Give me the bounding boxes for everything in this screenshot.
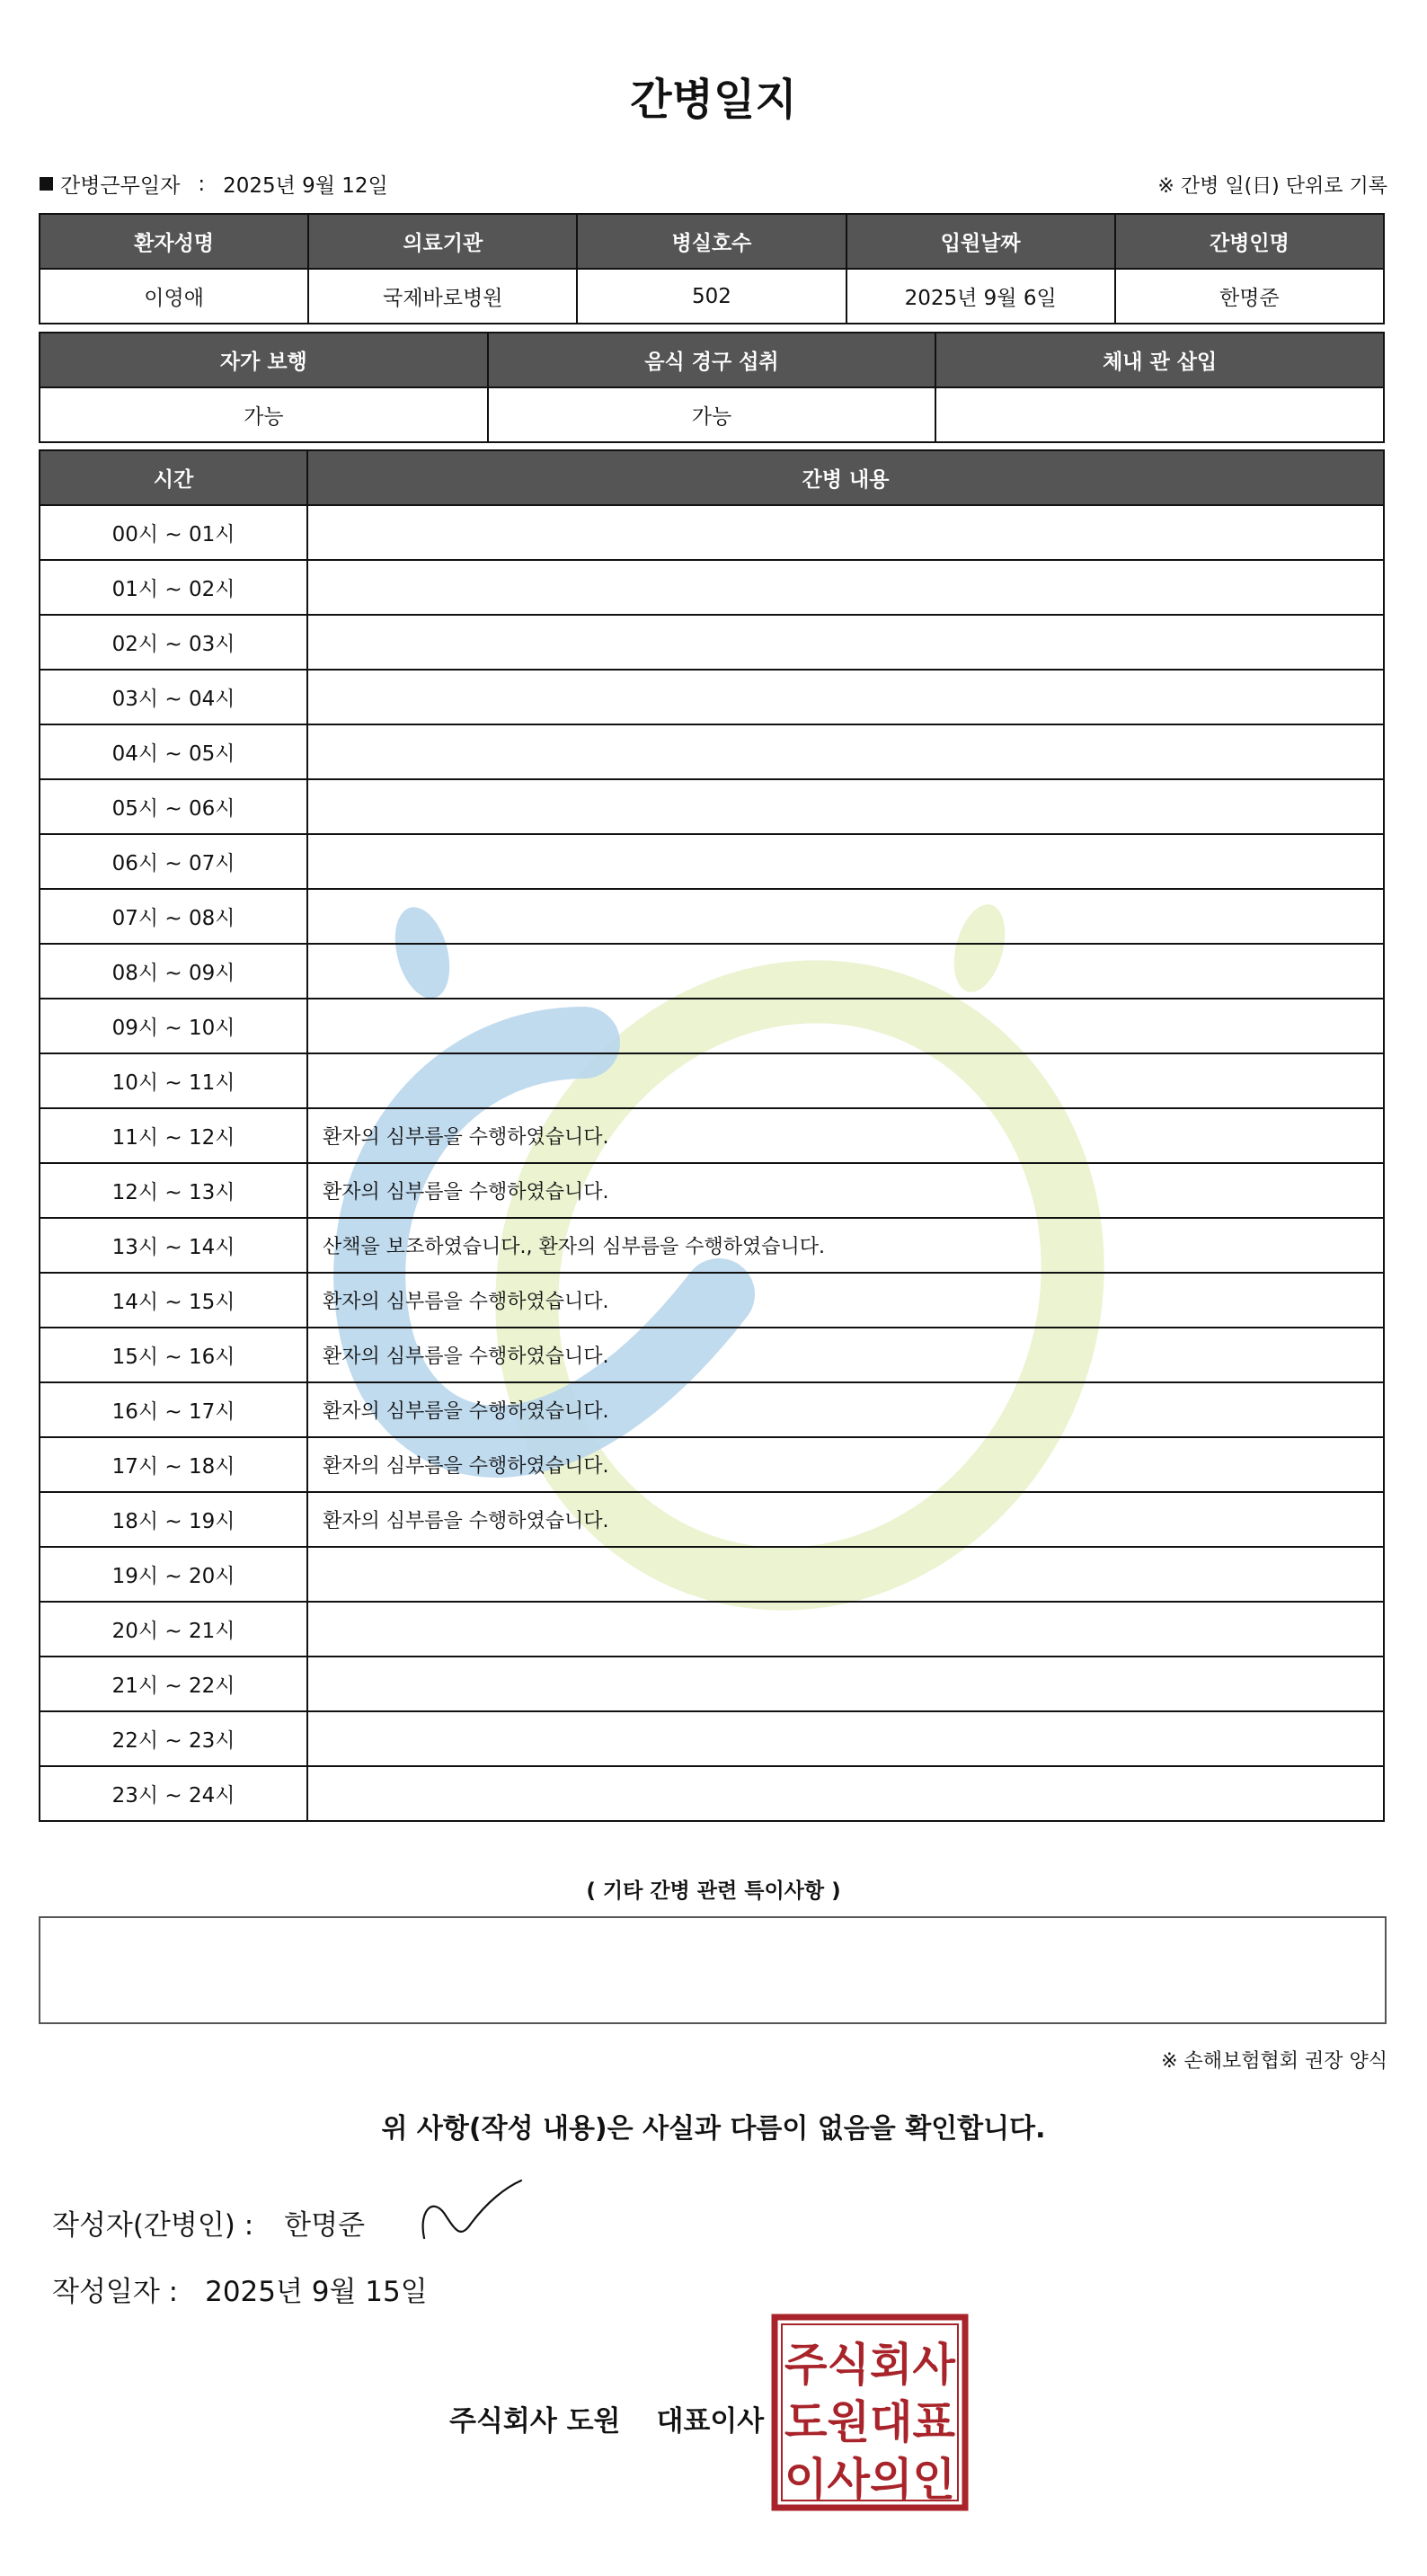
care-log-row: [40, 1382, 1384, 1437]
care-log-time: 06시 ~ 07시: [40, 834, 307, 889]
care-log-content: [307, 889, 1384, 944]
care-log-row: [40, 944, 1384, 999]
care-log-content: [307, 999, 1384, 1053]
care-log-row: [40, 1766, 1384, 1821]
room-number-header: 병실호수: [577, 214, 846, 269]
care-log-row: [40, 1273, 1384, 1328]
care-log-body: [40, 505, 1384, 1821]
care-log-content: [307, 1547, 1384, 1602]
record-unit-note: ※ 간병 일(日) 단위로 기록: [1157, 175, 1387, 198]
care-log-row: [40, 889, 1384, 944]
care-log-time: 13시 ~ 14시: [40, 1218, 307, 1273]
company-title: 대표이사: [656, 2405, 765, 2438]
hospital-header: 의료기관: [308, 214, 577, 269]
caregiver-name-header: 간병인명: [1115, 214, 1384, 269]
care-log-time: 12시 ~ 13시: [40, 1163, 307, 1218]
care-log-content: [307, 1053, 1384, 1108]
care-log-row: [40, 1657, 1384, 1711]
patient-status-value-row: [40, 387, 1384, 442]
room-number-value: 502: [577, 269, 846, 324]
writer-line: [52, 2202, 365, 2243]
company-seal-stamp: [771, 2314, 969, 2511]
duty-date-colon: :: [198, 172, 206, 196]
care-log-time: 02시 ~ 03시: [40, 615, 307, 670]
company-name: 주식회사 도원: [449, 2405, 621, 2438]
care-log-content: [307, 1711, 1384, 1766]
care-log-row: [40, 505, 1384, 560]
caregiver-name-value: 한명준: [1115, 269, 1384, 324]
svg-text:주식회사: 주식회사: [784, 2339, 956, 2391]
written-date-line: [52, 2269, 428, 2309]
form-source-note: ※ 손해보험협회 권장 양식: [1161, 2050, 1387, 2073]
walking-value: 가능: [40, 387, 488, 442]
care-log-content: [307, 779, 1384, 834]
care-log-header-row: [40, 450, 1384, 505]
oral-intake-header: 음식 경구 섭취: [488, 333, 936, 387]
confirmation-statement: 위 사항(작성 내용)은 사실과 다름이 없음을 확인합니다.: [381, 2113, 1046, 2145]
care-log-time: 09시 ~ 10시: [40, 999, 307, 1053]
care-log-row: [40, 724, 1384, 779]
admission-date-value: 2025년 9월 6일: [846, 269, 1115, 324]
care-log-row: [40, 1053, 1384, 1108]
care-log-row: [40, 779, 1384, 834]
page-title: 간병일지: [630, 75, 797, 125]
tube-insertion-value: [935, 387, 1384, 442]
care-log-row: [40, 670, 1384, 724]
care-log-time: 16시 ~ 17시: [40, 1382, 307, 1437]
tube-insertion-header: 체내 관 삽입: [935, 333, 1384, 387]
care-log-content: [307, 560, 1384, 615]
care-log-table: [39, 449, 1385, 1822]
care-log-content: 환자의 심부름을 수행하였습니다.: [307, 1108, 1384, 1163]
care-log-content: 환자의 심부름을 수행하였습니다.: [307, 1163, 1384, 1218]
patient-status-header-row: [40, 333, 1384, 387]
svg-text:이사의인: 이사의인: [784, 2454, 955, 2506]
content-header: 간병 내용: [307, 450, 1384, 505]
care-log-time: 10시 ~ 11시: [40, 1053, 307, 1108]
care-log-row: [40, 1218, 1384, 1273]
care-log-time: 22시 ~ 23시: [40, 1711, 307, 1766]
care-log-row: [40, 1437, 1384, 1492]
care-log-time: 03시 ~ 04시: [40, 670, 307, 724]
care-log-time: 23시 ~ 24시: [40, 1766, 307, 1821]
written-date-label: 작성일자 :: [52, 2276, 179, 2308]
svg-text:도원대표: 도원대표: [784, 2396, 956, 2448]
care-log-content: 환자의 심부름을 수행하였습니다.: [307, 1273, 1384, 1328]
care-log-content: 환자의 심부름을 수행하였습니다.: [307, 1437, 1384, 1492]
care-log-row: [40, 1547, 1384, 1602]
care-log-time: 17시 ~ 18시: [40, 1437, 307, 1492]
care-log-content: [307, 834, 1384, 889]
oral-intake-value: 가능: [488, 387, 936, 442]
patient-info-value-row: [40, 269, 1384, 324]
care-log-content: [307, 1657, 1384, 1711]
writer-label: 작성자(간병인) :: [52, 2209, 254, 2242]
duty-date-label: 간병근무일자: [60, 174, 181, 198]
care-log-row: [40, 1711, 1384, 1766]
care-log-row: [40, 1602, 1384, 1657]
care-log-content: [307, 505, 1384, 560]
care-log-content: [307, 944, 1384, 999]
written-date-value: 2025년 9월 15일: [205, 2276, 428, 2308]
care-log-row: [40, 999, 1384, 1053]
care-log-row: [40, 1108, 1384, 1163]
time-header: 시간: [40, 450, 307, 505]
writer-name: 한명준: [284, 2209, 366, 2242]
handwritten-signature: [415, 2177, 528, 2243]
care-log-time: 00시 ~ 01시: [40, 505, 307, 560]
walking-header: 자가 보행: [40, 333, 488, 387]
care-log-time: 15시 ~ 16시: [40, 1328, 307, 1382]
care-log-row: [40, 1492, 1384, 1547]
remarks-title: ( 기타 간병 관련 특이사항 ): [586, 1879, 841, 1903]
care-log-content: 산책을 보조하였습니다., 환자의 심부름을 수행하였습니다.: [307, 1218, 1384, 1273]
care-log-content: [307, 724, 1384, 779]
care-log-content: [307, 1602, 1384, 1657]
care-log-content: 환자의 심부름을 수행하였습니다.: [307, 1382, 1384, 1437]
patient-name-header: 환자성명: [40, 214, 308, 269]
care-log-time: 19시 ~ 20시: [40, 1547, 307, 1602]
care-log-row: [40, 560, 1384, 615]
care-log-content: [307, 615, 1384, 670]
care-log-content: [307, 670, 1384, 724]
care-log-time: 07시 ~ 08시: [40, 889, 307, 944]
remarks-box: [39, 1916, 1387, 2024]
care-log-row: [40, 1328, 1384, 1382]
hospital-value: 국제바로병원: [308, 269, 577, 324]
care-log-time: 14시 ~ 15시: [40, 1273, 307, 1328]
care-log-time: 20시 ~ 21시: [40, 1602, 307, 1657]
care-log-time: 05시 ~ 06시: [40, 779, 307, 834]
care-log-time: 21시 ~ 22시: [40, 1657, 307, 1711]
company-signature-line: [449, 2398, 764, 2438]
care-log-time: 08시 ~ 09시: [40, 944, 307, 999]
patient-name-value: 이영애: [40, 269, 308, 324]
care-log-content: 환자의 심부름을 수행하였습니다.: [307, 1492, 1384, 1547]
care-log-row: [40, 615, 1384, 670]
care-log-row: [40, 834, 1384, 889]
patient-status-table: [39, 332, 1385, 443]
care-log-time: 04시 ~ 05시: [40, 724, 307, 779]
care-log-time: 01시 ~ 02시: [40, 560, 307, 615]
care-log-content: 환자의 심부름을 수행하였습니다.: [307, 1328, 1384, 1382]
care-log-time: 18시 ~ 19시: [40, 1492, 307, 1547]
patient-info-table: [39, 213, 1385, 324]
duty-date-value: 2025년 9월 12일: [223, 174, 388, 198]
care-log-row: [40, 1163, 1384, 1218]
admission-date-header: 입원날짜: [846, 214, 1115, 269]
duty-date: [40, 169, 388, 199]
bullet-square-icon: [40, 177, 53, 191]
patient-info-header-row: [40, 214, 1384, 269]
care-log-content: [307, 1766, 1384, 1821]
care-log-time: 11시 ~ 12시: [40, 1108, 307, 1163]
